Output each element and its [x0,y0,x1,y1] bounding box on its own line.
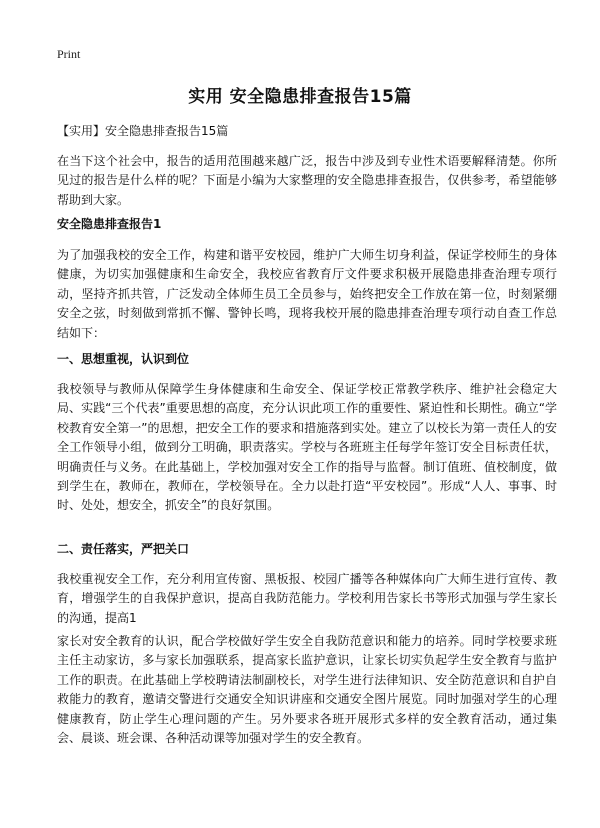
document-subtitle: 【实用】安全隐患排查报告15篇 [57,124,229,138]
print-link[interactable]: Print [57,47,81,61]
subsection-heading: 一、思想重视，认识到位 [57,352,190,366]
section-paragraph: 为了加强我校的安全工作，构建和谐平安校园，维护广大师生切身利益，保证学校师生的身体健康，为切实加强健康和生命安全，我校应省教育厅文件要求积极开展隐患排查治理专项行动，坚持齐抓共管，广泛发动全体师生员工全员参与，始终把安全工作放在第一位，时刻紧绷安全之弦，时刻做到常抓不懈、警钟长鸣，现将我校开展的隐患排查治理专项行动自查工作总结如下： [57,248,557,340]
intro-paragraph: 在当下这个社会中，报告的适用范围越来越广泛，报告中涉及到专业性术语要解释清楚。你所见过的报告是什么样的呢？下面是小编为大家整理的安全隐患排查报告，仅供参考，希望能够帮助到大家。 [57,154,557,207]
section-heading: 安全隐患排查报告1 [57,217,162,231]
subsection-heading: 二、责任落实，严把关口 [57,542,190,556]
document-title: 实用 安全隐患排查报告15篇 [188,87,412,107]
subsection-paragraph: 我校领导与教师从保障学生身体健康和生命安全、保证学校正常教学秩序、维护社会稳定大局、实践“三个代表”重要思想的高度，充分认识此项工作的重要性、紧迫性和长期性。确立“学校教育安全第一”的思想，把安全工作的要求和措施落到实处。建立了以校长为第一责任人的安全工作领导小组，做到分工明确，职责落实。学校与各班班主任每学年签订安全目标责任状，明确责任与义务。在此基础上，学校加强对安全工作的指导与监督。制订值班、值校制度，做到学生在，教师在，教师在，学校领导在。全力以赴打造“平安校园”。形成“人人、事事、时时、处处，想安全，抓安全”的良好氛围。 [57,382,557,513]
subsection-paragraph: 我校重视安全工作，充分利用宣传窗、黑板报、校园广播等各种媒体向广大师生进行宣传、教育，增强学生的自我保护意识，提高自我防范能力。学校利用告家长书等形式加强与学生家长的沟通，提高1 [57,572,557,625]
subsection-paragraph: 家长对安全教育的认识，配合学校做好学生安全自我防范意识和能力的培养。同时学校要求班主任主动家访，多与家长加强联系，提高家长监护意识，让家长切实负起学生安全教育与监护工作的职责。在此基础上学校聘请法制副校长，对学生进行法律知识、安全防范意识和自护自救能力的教育，邀请交警进行交通安全知识讲座和交通安全图片展览。同时加强对学生的心理健康教育，防止学生心理问题的产生。另外要求各班开展形式多样的安全教育活动，通过集会、晨谈、班会课、各种活动课等加强对学生的安全教育。 [57,634,557,746]
